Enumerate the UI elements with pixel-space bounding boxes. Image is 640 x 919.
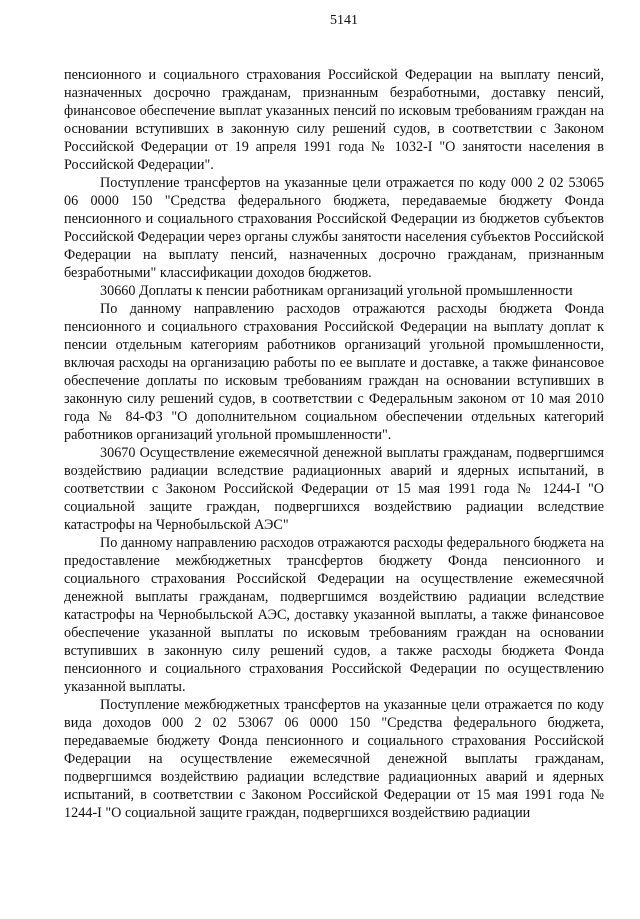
section-heading-30660: 30660 Доплаты к пенсии работникам организаций угольной промышленности: [100, 283, 573, 299]
paragraph-30670-description: По данному направлению расходов отражаются расходы федерального бюджета на предоставление межбюджетных трансфертов бюджету Фонда пенсионного и социального страхования Российской Федерации на осуществление ежемесячной денежной выплаты гражданам, подвергшимся воздействию радиации вследствие катастрофы на Чернобыльской АЭС, доставку указанной выплаты, а также финансовое обеспечение указанной выплаты по исковым требованиям граждан на основании вступивших в законную силу решений судов, а также расходы бюджета Фонда пенсионного и социального страхования Российской Федерации по осуществлению указанной выплаты.: [64, 535, 604, 695]
paragraph-continuation: пенсионного и социального страхования Российской Федерации на выплату пенсий, назначенных досрочно гражданам, признанным безработными, доставку пенсий, финансовое обеспечение выплат указанных пенсий по исковым требованиям граждан на основании вступивших в законную силу решений судов, в соответствии с Законом Российской Федерации от 19 апреля 1991 года № 1032-I "О занятости населения в Российской Федерации".: [64, 67, 604, 173]
section-heading-30670: 30670 Осуществление ежемесячной денежной выплаты гражданам, подвергшимся воздействию радиации вследствие радиационных аварий и ядерных испытаний, в соответствии с Законом Российской Федерации от 15 мая 1991 года № 1244-I "О социальной защите граждан, подвергшихся воздействию радиации вследствие катастрофы на Чернобыльской АЭС": [64, 445, 604, 533]
paragraph-transfer-code-53067: Поступление межбюджетных трансфертов на указанные цели отражается по коду вида доходов 000 2 02 53067 06 0000 150 "Средства федерального бюджета, передаваемые бюджету Фонда пенсионного и социального страхования Российской Федерации на осуществление ежемесячной денежной выплаты гражданам, подвергшимся воздействию радиации вследствие радиационных аварий и ядерных испытаний, в соответствии с Законом Российской Федерации от 15 мая 1991 года № 1244-I "О социальной защите граждан, подвергшихся воздействию радиации: [64, 697, 604, 821]
page-number: 5141: [330, 13, 358, 28]
paragraph-30660-description: По данному направлению расходов отражаются расходы бюджета Фонда пенсионного и социального страхования Российской Федерации на выплату доплат к пенсии отдельным категориям работников организаций угольной промышленности, включая расходы на организацию работы по ее выплате и доставке, а также финансовое обеспечение доплаты по исковым требованиям граждан на основании вступивших в законную силу решений судов, в соответствии с Федеральным законом от 10 мая 2010 года № 84-ФЗ "О дополнительном социальном обеспечении отдельных категорий работников организаций угольной промышленности".: [64, 301, 604, 443]
paragraph-transfer-code-53065: Поступление трансфертов на указанные цели отражается по коду 000 2 02 53065 06 0000 150 "Средства федерального бюджета, передаваемые бюджету Фонда пенсионного и социального страхования Российской Федерации из бюджетов субъектов Российской Федерации через органы службы занятости населения субъектов Российской Федерации на выплату пенсий, назначенных досрочно гражданам, признанным безработными" классификации доходов бюджетов.: [64, 175, 604, 281]
